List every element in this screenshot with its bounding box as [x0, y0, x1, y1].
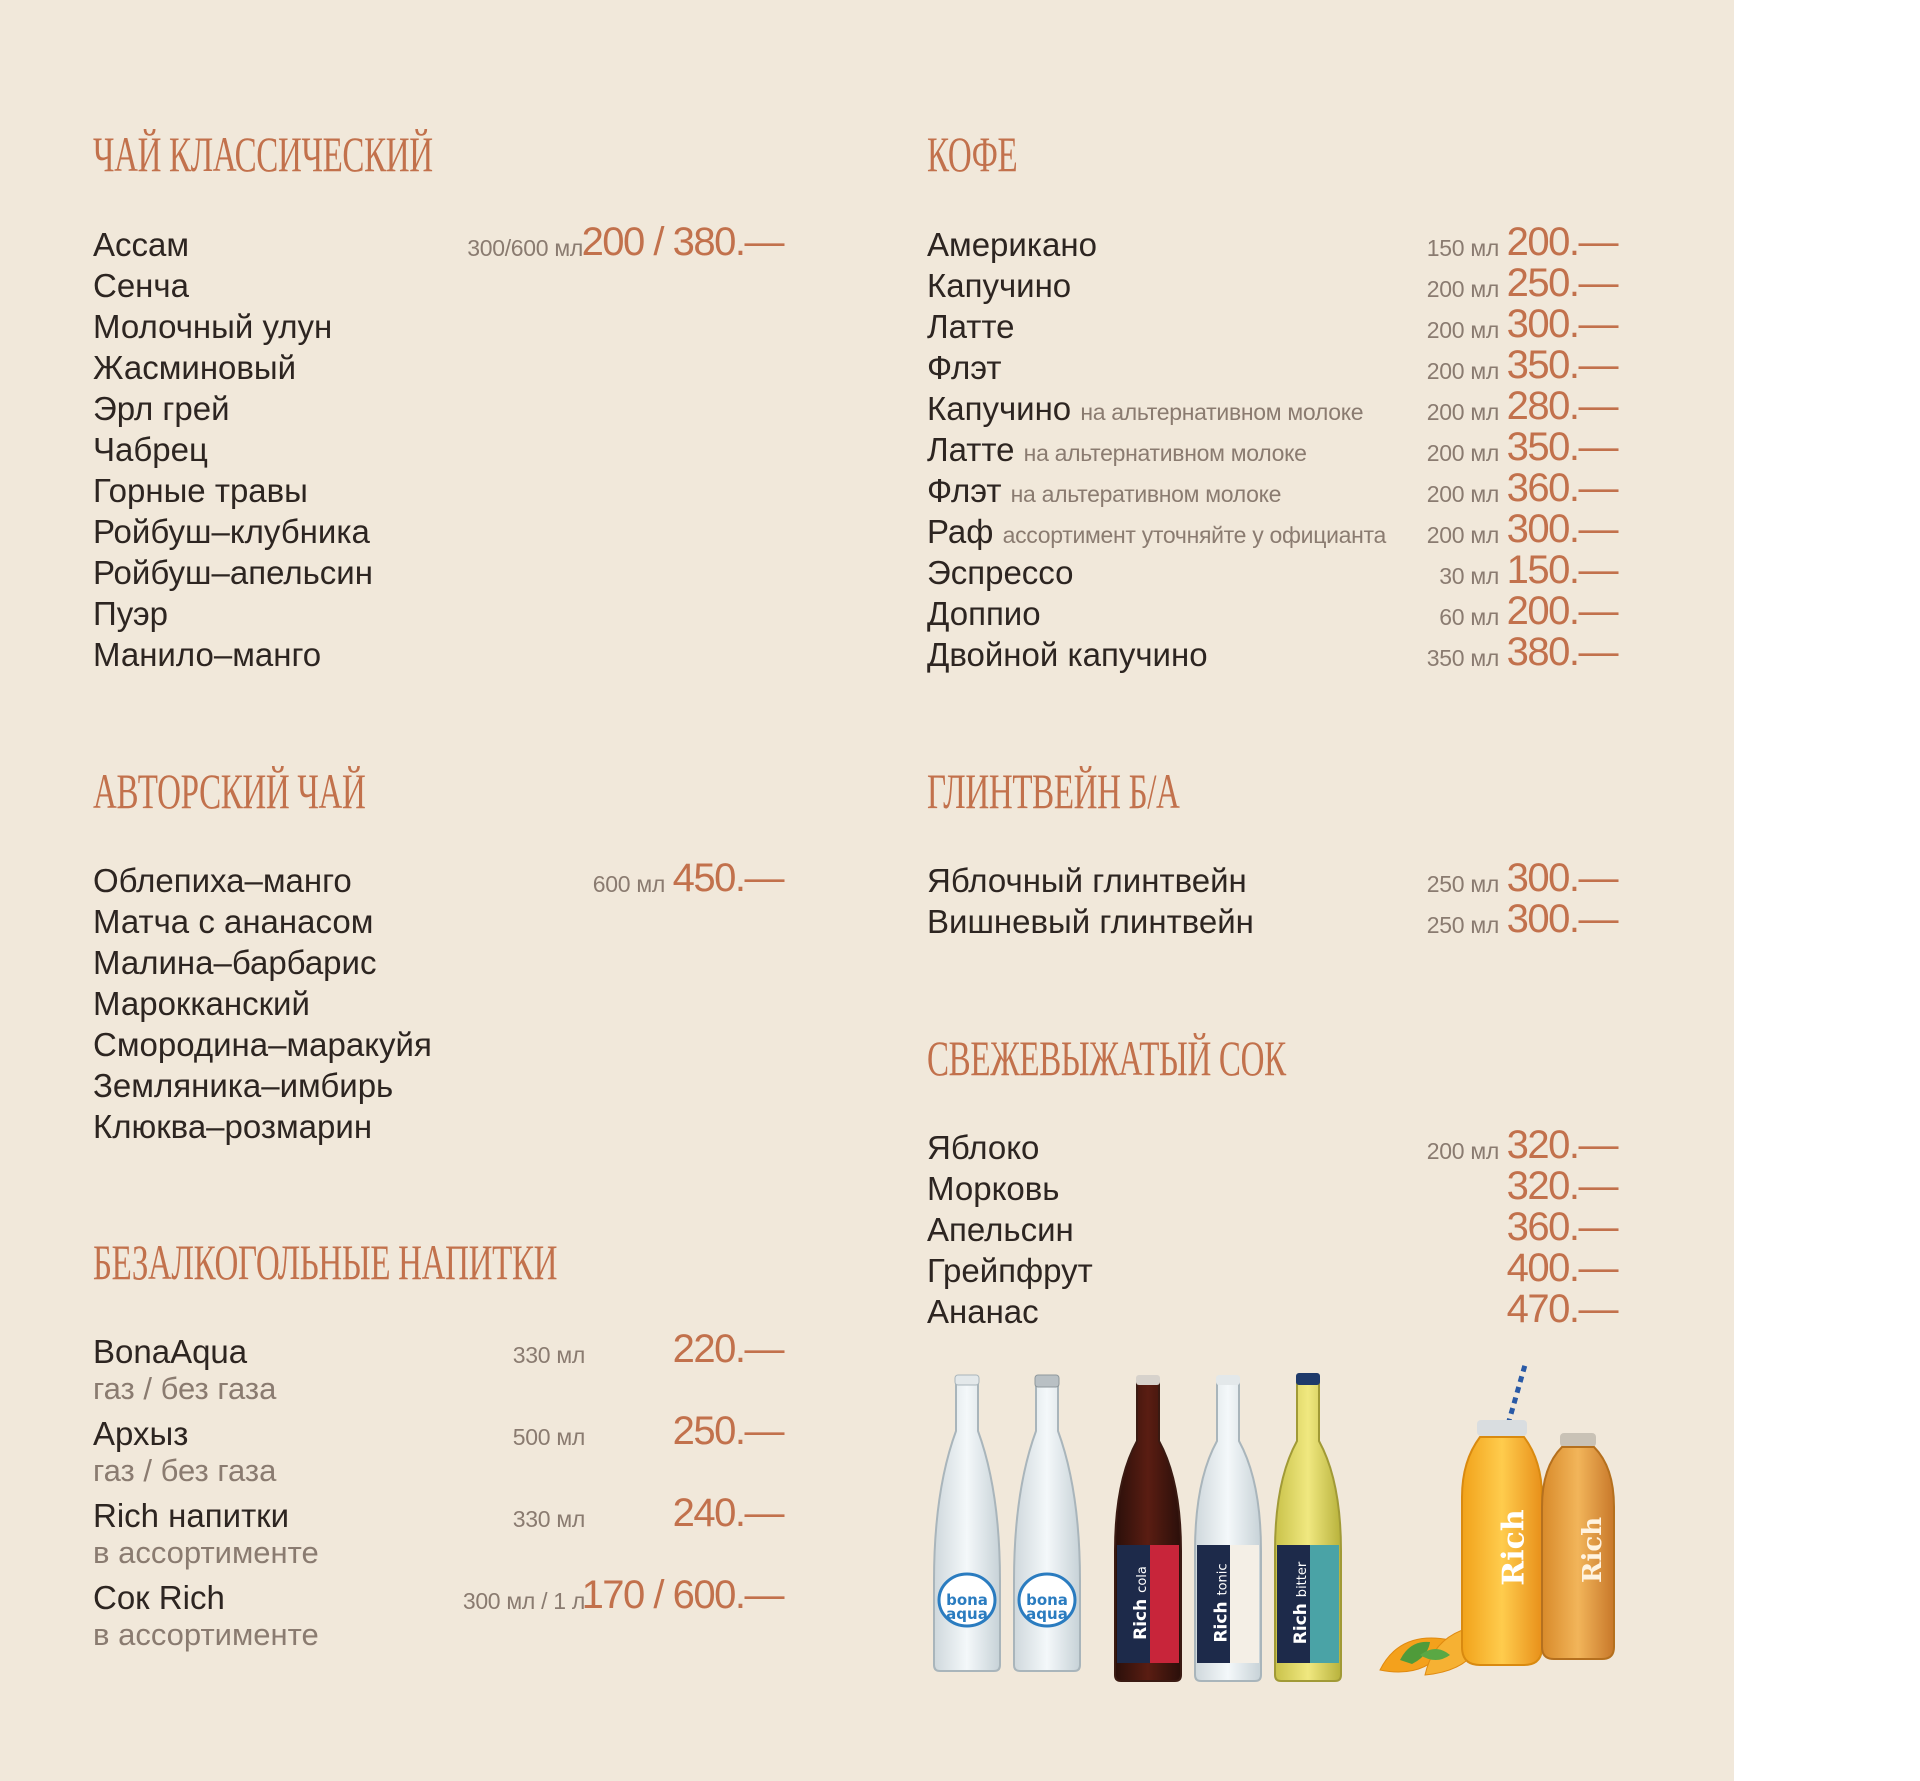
item-name: Американо: [927, 226, 1097, 263]
item-name: Капучино на альтернативном молоке: [927, 390, 1364, 427]
menu-item: [927, 1287, 1617, 1333]
item-name: Манило–манго: [93, 636, 322, 673]
item-volume: 60 мл: [1439, 604, 1499, 630]
water-bottle-2: [1014, 1375, 1080, 1671]
menu-item: [93, 856, 783, 902]
section-title-author-tea: АВТОРСКИЙ ЧАЙ: [93, 763, 366, 819]
menu-item: [93, 512, 783, 553]
item-name: BonaAqua: [93, 1333, 248, 1370]
menu-item: [93, 220, 783, 266]
item-name: Флэт на альтеративном молоке: [927, 472, 1282, 509]
item-volume: 250 мл: [1426, 871, 1499, 897]
item-subtitle: газ / без газа: [93, 1371, 277, 1406]
item-price: 150.—: [1506, 548, 1617, 592]
item-price: 300.—: [1506, 507, 1617, 551]
item-name: Ананас: [927, 1293, 1039, 1330]
menu-item: [93, 1025, 783, 1066]
menu-item: [93, 1573, 783, 1652]
item-volume: 200 мл: [1426, 317, 1499, 343]
menu-item: [93, 266, 783, 307]
item-price: 200.—: [1506, 220, 1617, 264]
section-title-mulled-wine: ГЛИНТВЕЙН Б/А: [927, 763, 1180, 819]
item-price: 220.—: [672, 1327, 783, 1371]
item-note: на альтернативном молоке: [1023, 440, 1307, 466]
item-name: Апельсин: [927, 1211, 1074, 1248]
item-name: Грейпфрут: [927, 1252, 1093, 1289]
item-volume: 600 мл: [592, 871, 665, 897]
item-price: 240.—: [672, 1491, 783, 1535]
rich-juice-label-1: Rich: [1496, 1509, 1532, 1586]
item-name: Облепиха–манго: [93, 862, 352, 899]
item-volume: 300 мл / 1 л: [462, 1588, 585, 1614]
menu-item: [93, 594, 783, 635]
item-name: Эспрессо: [927, 554, 1074, 591]
menu-item: [93, 1107, 783, 1148]
section-title-soft-drinks: БЕЗАЛКОГОЛЬНЫЕ НАПИТКИ: [93, 1234, 558, 1290]
section-title-classic-tea: ЧАЙ КЛАССИЧЕСКИЙ: [93, 126, 433, 182]
item-name: Яблоко: [927, 1129, 1040, 1166]
item-volume: 200 мл: [1426, 481, 1499, 507]
item-price: 360.—: [1506, 1205, 1617, 1249]
item-name: Раф ассортимент уточняйте у официанта: [927, 513, 1386, 550]
item-volume: 200 мл: [1426, 440, 1499, 466]
item-name: Сенча: [93, 267, 189, 304]
item-name: Молочный улун: [93, 308, 333, 345]
menu-item: [927, 897, 1617, 943]
item-price: 350.—: [1506, 425, 1617, 469]
menu-item: [93, 348, 783, 389]
item-price: 200.—: [1506, 589, 1617, 633]
item-name: Латте: [927, 308, 1015, 345]
item-name: Пуэр: [93, 595, 169, 632]
item-name: Марокканский: [93, 985, 310, 1022]
section-title-coffee: КОФЕ: [927, 126, 1018, 182]
rich-tonic-label: Rich tonic: [1211, 1563, 1232, 1643]
item-volume: 150 мл: [1426, 235, 1499, 261]
item-name: Сок Rich: [93, 1579, 225, 1616]
rich-bitter-label: Rich bitter: [1291, 1561, 1312, 1645]
item-volume: 500 мл: [512, 1424, 585, 1450]
menu-item: [93, 1409, 783, 1488]
item-volume: 330 мл: [512, 1342, 585, 1368]
item-price: 360.—: [1506, 466, 1617, 510]
item-price: 170 / 600.—: [581, 1573, 783, 1617]
item-price: 470.—: [1506, 1287, 1617, 1331]
bona-aqua-label-2: bona aqua: [1026, 1591, 1068, 1623]
item-subtitle: газ / без газа: [93, 1453, 277, 1488]
item-price: 280.—: [1506, 384, 1617, 428]
rich-cola-label: Rich cola: [1130, 1566, 1151, 1640]
menu-item: [93, 471, 783, 512]
item-name: Вишневый глинтвейн: [927, 903, 1254, 940]
item-name: Эрл грей: [93, 390, 230, 427]
item-name: Ройбуш–апельсин: [93, 554, 373, 591]
item-name: Ассам: [93, 226, 190, 263]
menu-item: [93, 1327, 783, 1406]
item-price: 450.—: [672, 856, 783, 900]
item-volume: 200 мл: [1426, 1138, 1499, 1164]
menu-item: [93, 902, 783, 943]
item-volume: 200 мл: [1426, 399, 1499, 425]
item-note: ассортимент уточняйте у официанта: [1002, 522, 1386, 548]
item-name: Малина–барбарис: [93, 944, 377, 981]
menu-item: [93, 984, 783, 1025]
item-price: 350.—: [1506, 343, 1617, 387]
item-name: Rich напитки: [93, 1497, 290, 1534]
item-name: Чабрец: [93, 431, 208, 468]
item-volume: 200 мл: [1426, 276, 1499, 302]
item-price: 320.—: [1506, 1164, 1617, 1208]
item-name: Матча с ананасом: [93, 903, 374, 940]
menu-item: [93, 553, 783, 594]
item-price: 300.—: [1506, 302, 1617, 346]
item-note: на альтеративном молоке: [1010, 481, 1282, 507]
item-name: Доппио: [927, 595, 1041, 632]
section-title-fresh-juice: СВЕЖЕВЫЖАТЫЙ СОК: [927, 1030, 1286, 1086]
item-name: Смородина–маракуйя: [93, 1026, 432, 1063]
item-name: Флэт: [927, 349, 1002, 386]
menu-item: [93, 635, 783, 676]
menu-item: [927, 630, 1617, 676]
item-price: 250.—: [1506, 261, 1617, 305]
item-price: 300.—: [1506, 897, 1617, 941]
item-note: на альтернативном молоке: [1080, 399, 1364, 425]
item-price: 320.—: [1506, 1123, 1617, 1167]
item-volume: 200 мл: [1426, 358, 1499, 384]
item-price: 380.—: [1506, 630, 1617, 674]
item-name: Двойной капучино: [927, 636, 1208, 673]
bona-aqua-label-1: bona aqua: [946, 1591, 988, 1623]
item-name: Капучино: [927, 267, 1072, 304]
item-name: Земляника–имбирь: [93, 1067, 394, 1104]
item-price: 300.—: [1506, 856, 1617, 900]
menu-item: [93, 943, 783, 984]
menu-item: [93, 1491, 783, 1570]
drinks-illustration: [920, 1365, 1630, 1685]
item-price: 400.—: [1506, 1246, 1617, 1290]
item-name: Яблочный глинтвейн: [927, 862, 1247, 899]
menu-item: [93, 430, 783, 471]
item-volume: 200 мл: [1426, 522, 1499, 548]
item-volume: 300/600 мл: [467, 235, 583, 261]
item-subtitle: в ассортименте: [93, 1535, 319, 1570]
item-price: 200 / 380.—: [581, 220, 783, 264]
item-name: Морковь: [927, 1170, 1060, 1207]
water-bottle-1: [934, 1375, 1000, 1671]
rich-juice-label-2: Rich: [1578, 1516, 1609, 1584]
item-subtitle: в ассортименте: [93, 1617, 319, 1652]
item-price: 250.—: [672, 1409, 783, 1453]
item-volume: 250 мл: [1426, 912, 1499, 938]
item-name: Архыз: [93, 1415, 189, 1452]
menu-item: [93, 307, 783, 348]
menu-item: [93, 389, 783, 430]
item-volume: 350 мл: [1426, 645, 1499, 671]
item-name: Клюква–розмарин: [93, 1108, 373, 1145]
item-name: Латте на альтернативном молоке: [927, 431, 1307, 468]
item-name: Горные травы: [93, 472, 308, 509]
item-name: Ройбуш–клубника: [93, 513, 370, 550]
menu-item: [93, 1066, 783, 1107]
item-volume: 330 мл: [512, 1506, 585, 1532]
item-volume: 30 мл: [1439, 563, 1499, 589]
item-name: Жасминовый: [93, 349, 297, 386]
